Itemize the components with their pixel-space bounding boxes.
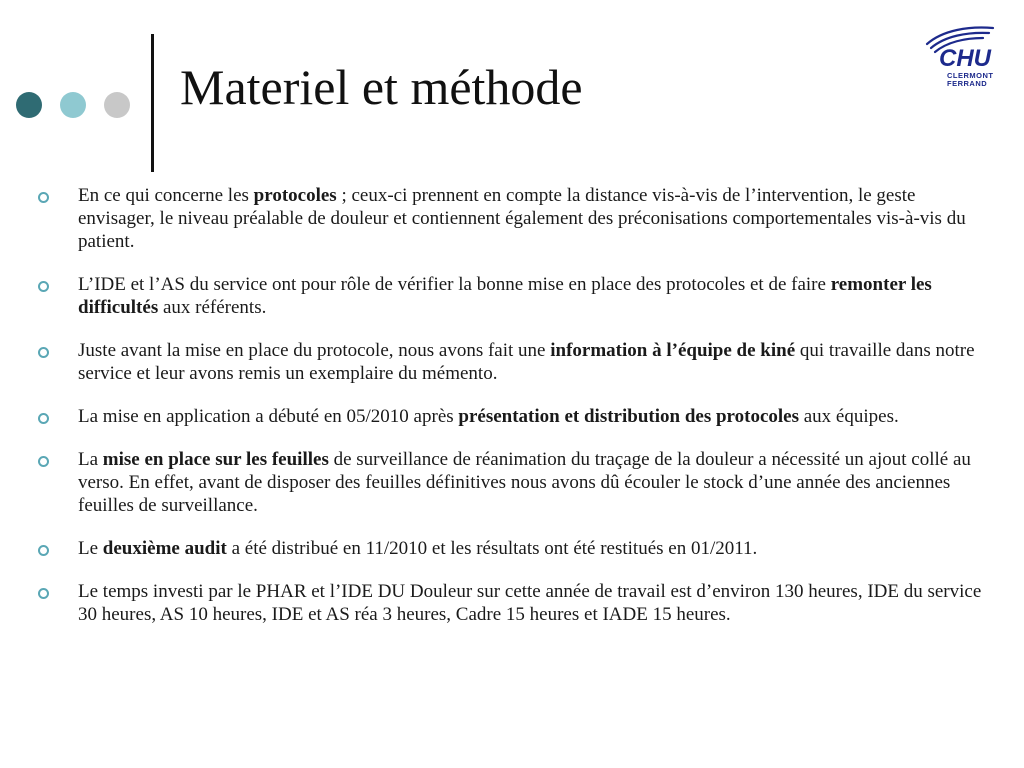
decorative-dots: [16, 92, 136, 122]
bullet-text: a été distribué en 11/2010 et les résultats ont été restitués en 01/2011.: [226, 538, 758, 559]
bullet-text: de surveillance de réanimation du traçage de la douleur a nécessité un ajout collé au verso. En effet, avant de disposer des feuilles définitives nous avons dû écouler le stock d’une année des anciennes feuilles de surveillance.: [78, 449, 971, 516]
bullet-text: L’IDE et l’AS du service ont pour rôle de vérifier la bonne mise en place des protocoles et de faire: [78, 274, 831, 295]
title-divider-line: [151, 34, 154, 172]
bullet-item: [38, 580, 988, 626]
dot-dark-teal: [16, 92, 42, 118]
bullet-item: [38, 184, 988, 253]
logo-line2: FERRAND: [947, 79, 988, 88]
dot-light-teal: [60, 92, 86, 118]
bullet-circle-icon: [38, 545, 49, 556]
bullet-text: aux référents.: [158, 297, 267, 318]
bullet-text: Juste avant la mise en place du protocole, nous avons fait une: [78, 340, 551, 361]
bullet-text: aux équipes.: [799, 406, 899, 427]
bullet-circle-icon: [38, 347, 49, 358]
bullet-text: Le: [78, 538, 103, 559]
bullet-emphasis: remonter les difficultés: [78, 274, 932, 318]
bullet-item: [38, 339, 988, 385]
bullet-circle-icon: [38, 413, 49, 424]
bullet-emphasis: information à l’équipe de kiné: [550, 340, 796, 361]
bullet-item: [38, 273, 988, 319]
logo-mark: CHU: [939, 45, 991, 72]
bullet-emphasis: présentation et distribution des protocoles: [458, 406, 799, 427]
bullet-text: qui travaille dans notre service et leur avons remis un exemplaire du mémento.: [78, 340, 975, 384]
bullet-text: Le temps investi par le PHAR et l’IDE DU Douleur sur cette année de travail est d’environ 130 heures, IDE du service 30 heures, AS 10 heures, IDE et AS réa 3 heures, Cadre 15 heures et IADE 15 heures.: [78, 581, 982, 625]
logo-icon: [921, 22, 997, 88]
bullet-text: ; ceux-ci prennent en compte la distance vis-à-vis de l’intervention, le geste envisager, le niveau préalable de douleur et contiennent également des préconisations comportementales vis-à-vis du patient.: [78, 185, 966, 252]
bullet-emphasis: deuxième audit: [102, 538, 227, 559]
dot-gray: [104, 92, 130, 118]
bullet-text: La mise en application a débuté en 05/2010 après: [78, 406, 459, 427]
bullet-item: [38, 537, 988, 560]
bullet-text: En ce qui concerne les: [78, 185, 254, 206]
bullet-list: [38, 184, 988, 646]
bullet-emphasis: protocoles: [253, 185, 337, 206]
bullet-circle-icon: [38, 456, 49, 467]
bullet-circle-icon: [38, 281, 49, 292]
bullet-item: [38, 405, 988, 428]
bullet-item: [38, 448, 988, 517]
slide-title: Materiel et méthode: [180, 59, 583, 115]
logo-line1: CLERMONT: [947, 71, 994, 80]
bullet-emphasis: mise en place sur les feuilles: [102, 449, 329, 470]
bullet-circle-icon: [38, 192, 49, 203]
chu-clermont-ferrand-logo: [921, 22, 997, 88]
bullet-text: La: [78, 449, 103, 470]
bullet-circle-icon: [38, 588, 49, 599]
